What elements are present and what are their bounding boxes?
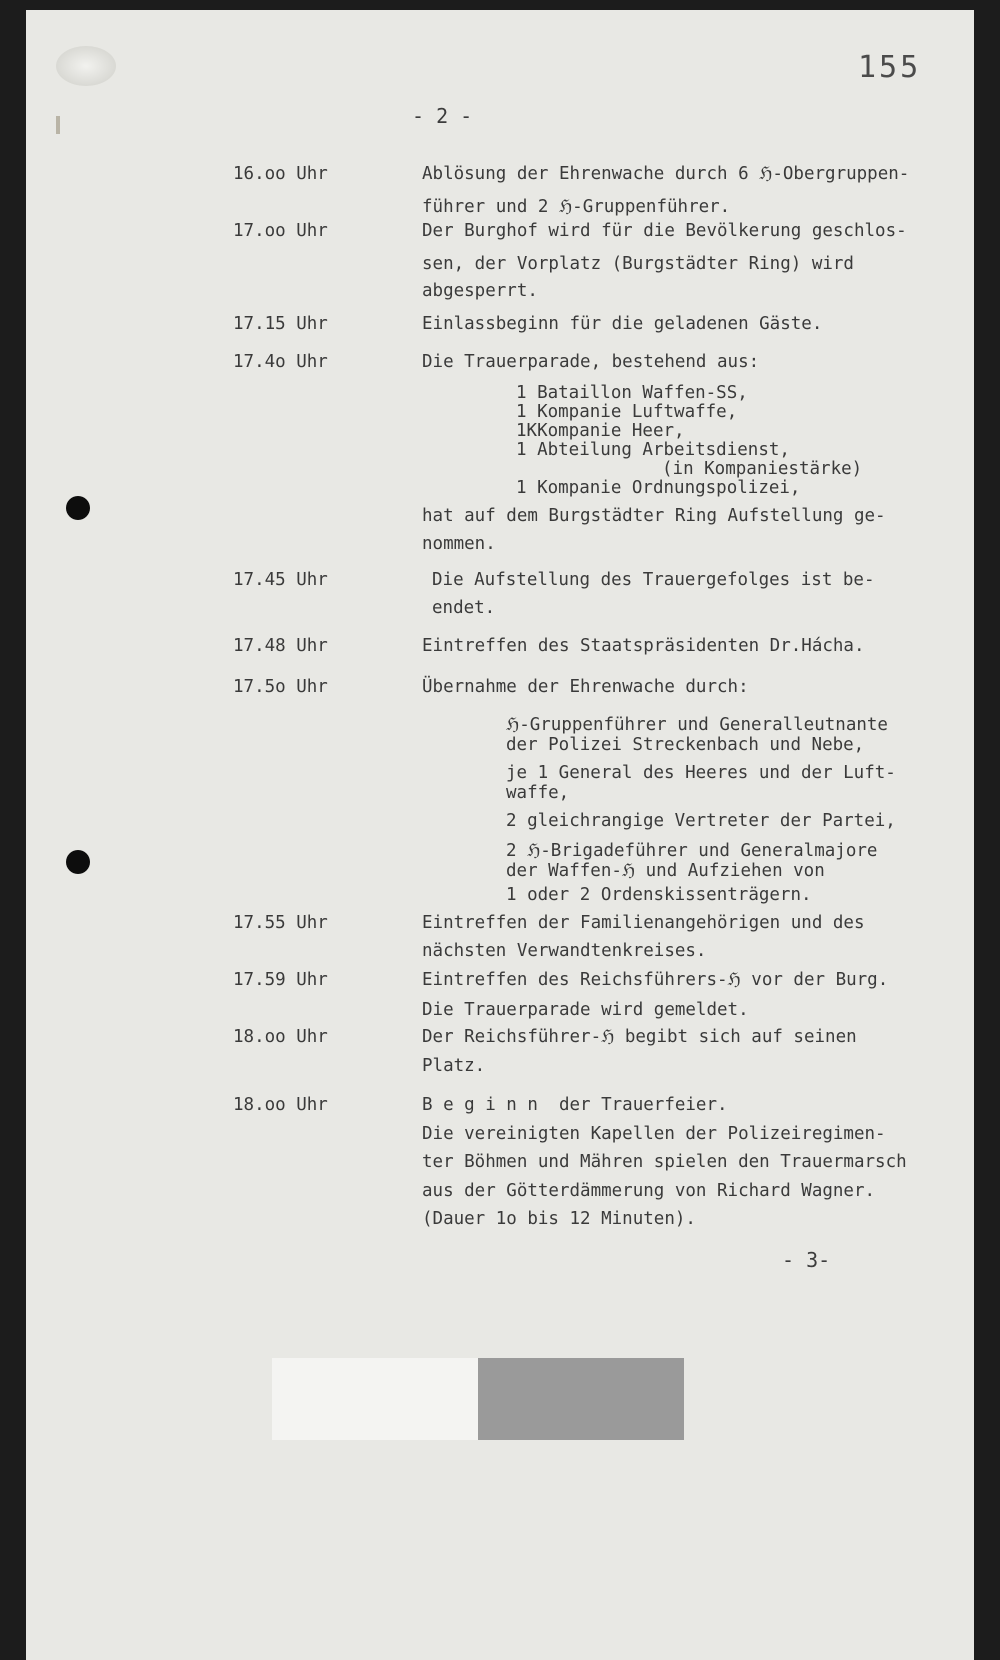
white-reference-strip — [272, 1358, 478, 1440]
entry-time: 17.59 Uhr — [233, 970, 328, 990]
entry-text-line: führer und 2 ℌ-Gruppenführer. — [422, 197, 731, 217]
entry-text-line: Die Trauerparade, bestehend aus: — [422, 352, 760, 372]
paper-stain — [56, 46, 116, 86]
entry-subitem: (in Kompaniestärke) — [662, 459, 863, 479]
entry-subitem: waffe, — [506, 783, 570, 803]
entry-text-line: ter Böhmen und Mähren spielen den Trauermarsch — [422, 1152, 907, 1172]
entry-text-line: Der Reichsführer-ℌ begibt sich auf seinen — [422, 1027, 857, 1047]
entry-subitem: der Waffen-ℌ und Aufziehen von — [506, 861, 825, 881]
entry-text-line: sen, der Vorplatz (Burgstädter Ring) wird — [422, 254, 854, 274]
entry-text-line: Die Aufstellung des Trauergefolges ist be- — [432, 570, 875, 590]
entry-subitem: 1 oder 2 Ordenskissenträgern. — [506, 885, 812, 905]
folio-number: 155 — [858, 50, 922, 85]
entry-time: 17.55 Uhr — [233, 913, 328, 933]
entry-time: 17.5o Uhr — [233, 677, 328, 697]
entry-text-line: nächsten Verwandtenkreises. — [422, 941, 707, 961]
entry-text-line: (Dauer 1o bis 12 Minuten). — [422, 1209, 696, 1229]
entry-time: 17.oo Uhr — [233, 221, 328, 241]
entry-text-line: Platz. — [422, 1056, 486, 1076]
entry-text-line: Die Trauerparade wird gemeldet. — [422, 1000, 749, 1020]
next-page-marker: - 3- — [782, 1248, 831, 1272]
entry-time: 17.48 Uhr — [233, 636, 328, 656]
paper-mark — [56, 116, 60, 134]
entry-subitem: 1 Bataillon Waffen-SS, — [516, 383, 748, 403]
page-number: - 2 - — [412, 104, 473, 128]
entry-subitem: je 1 General des Heeres und der Luft- — [506, 763, 896, 783]
entry-text-line: Die vereinigten Kapellen der Polizeiregimen- — [422, 1124, 886, 1144]
punch-hole-top — [66, 496, 90, 520]
entry-time: 18.oo Uhr — [233, 1095, 328, 1115]
entry-text-line: Ablösung der Ehrenwache durch 6 ℌ-Obergruppen- — [422, 164, 910, 184]
entry-subitem: 1KKompanie Heer, — [516, 421, 685, 441]
gray-reference-strip — [478, 1358, 684, 1440]
entry-subitem: der Polizei Streckenbach und Nebe, — [506, 735, 865, 755]
entry-text-line: endet. — [432, 598, 496, 618]
entry-text-line: Übernahme der Ehrenwache durch: — [422, 677, 749, 697]
entry-time: 17.15 Uhr — [233, 314, 328, 334]
entry-text-line: Einlassbeginn für die geladenen Gäste. — [422, 314, 823, 334]
entry-subitem: 2 ℌ-Brigadeführer und Generalmajore — [506, 841, 878, 861]
entry-subitem: ℌ-Gruppenführer und Generalleutnante — [506, 715, 888, 735]
entry-subitem: 1 Abteilung Arbeitsdienst, — [516, 440, 790, 460]
entry-text-line: aus der Götterdämmerung von Richard Wagner. — [422, 1181, 876, 1201]
entry-time: 17.4o Uhr — [233, 352, 328, 372]
entry-subitem: 1 Kompanie Luftwaffe, — [516, 402, 738, 422]
entry-text-line: B e g i n n der Trauerfeier. — [422, 1095, 728, 1115]
entry-text-line: Eintreffen des Staatspräsidenten Dr.Hácha. — [422, 636, 865, 656]
entry-time: 16.oo Uhr — [233, 164, 328, 184]
entry-text-line: abgesperrt. — [422, 281, 538, 301]
entry-text-line: Eintreffen der Familienangehörigen und des — [422, 913, 865, 933]
entry-text-line: nommen. — [422, 534, 496, 554]
entry-subitem: 1 Kompanie Ordnungspolizei, — [516, 478, 801, 498]
punch-hole-bottom — [66, 850, 90, 874]
entry-text-line: Eintreffen des Reichsführers-ℌ vor der Burg. — [422, 970, 889, 990]
entry-text-line: Der Burghof wird für die Bevölkerung geschlos- — [422, 221, 907, 241]
entry-time: 18.oo Uhr — [233, 1027, 328, 1047]
entry-time: 17.45 Uhr — [233, 570, 328, 590]
entry-text-line: hat auf dem Burgstädter Ring Aufstellung ge- — [422, 506, 886, 526]
entry-subitem: 2 gleichrangige Vertreter der Partei, — [506, 811, 896, 831]
